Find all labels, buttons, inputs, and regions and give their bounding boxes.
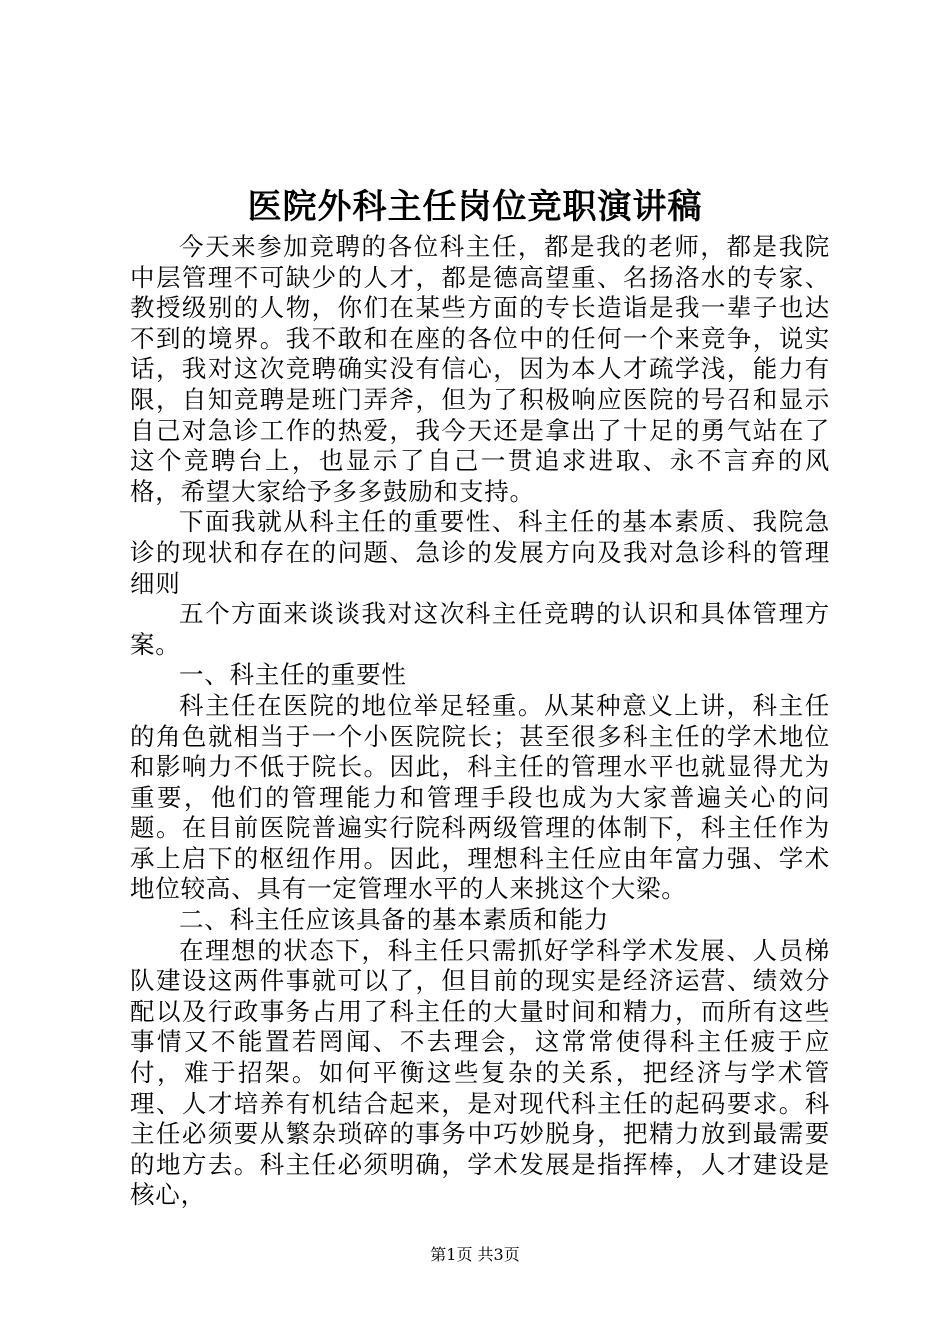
paragraph-intro: 今天来参加竞聘的各位科主任，都是我的老师，都是我院中层管理不可缺少的人才，都是德高望重、名扬洛水的专家、教授级别的人物，你们在某些方面的专长造诣是我一辈子也达不到的境界。我不敢和在座的各位中的任何一个来竞争，说实话，我对这次竞聘确实没有信心，因为本人才疏学浅，能力有限，自知竞聘是班门弄斧，但为了积极响应医院的号召和显示自己对急诊工作的热爱，我今天还是拿出了十足的勇气站在了这个竞聘台上，也显示了自己一贯追求进取、永不言弃的风格，希望大家给予多多鼓励和支持。	[130, 232, 830, 506]
document-title: 医院外科主任岗位竞职演讲稿	[247, 187, 703, 227]
section-heading-2: 二、科主任应该具备的基本素质和能力	[179, 905, 610, 935]
paragraph-outline-continued: 五个方面来谈谈我对这次科主任竞聘的认识和具体管理方案。	[130, 599, 830, 659]
document-body	[130, 232, 830, 1211]
paragraph-section-2: 在理想的状态下，科主任只需抓好学科学术发展、人员梯队建设这两件事就可以了，但目前的现实是经济运营、绩效分配以及行政事务占用了科主任的大量时间和精力，而所有这些事情又不能置若罔闻、不去理会，这常常使得科主任疲于应付，难于招架。如何平衡这些复杂的关系，把经济与学术管理、人才培养有机结合起来，是对现代科主任的起码要求。科主任必须要从繁杂琐碎的事务中巧妙脱身，把精力放到最需要的地方去。科主任必须明确，学术发展是指挥棒，人才建设是核心，	[130, 935, 830, 1210]
paragraph-outline: 下面我就从科主任的重要性、科主任的基本素质、我院急诊的现状和存在的问题、急诊的发展方向及我对急诊科的管理细则	[130, 507, 830, 598]
paragraph-section-1: 科主任在医院的地位举足轻重。从某种意义上讲，科主任的角色就相当于一个小医院院长；甚至很多科主任的学术地位和影响力不低于院长。因此，科主任的管理水平也就显得尤为重要，他们的管理能力和管理手段也成为大家普遍关心的问题。在目前医院普遍实行院科两级管理的体制下，科主任作为承上启下的枢纽作用。因此，理想科主任应由年富力强、学术地位较高、具有一定管理水平的人来挑这个大梁。	[130, 690, 830, 904]
page-footer: 第1页 共3页	[430, 1245, 520, 1264]
section-heading-1: 一、科主任的重要性	[179, 660, 407, 690]
